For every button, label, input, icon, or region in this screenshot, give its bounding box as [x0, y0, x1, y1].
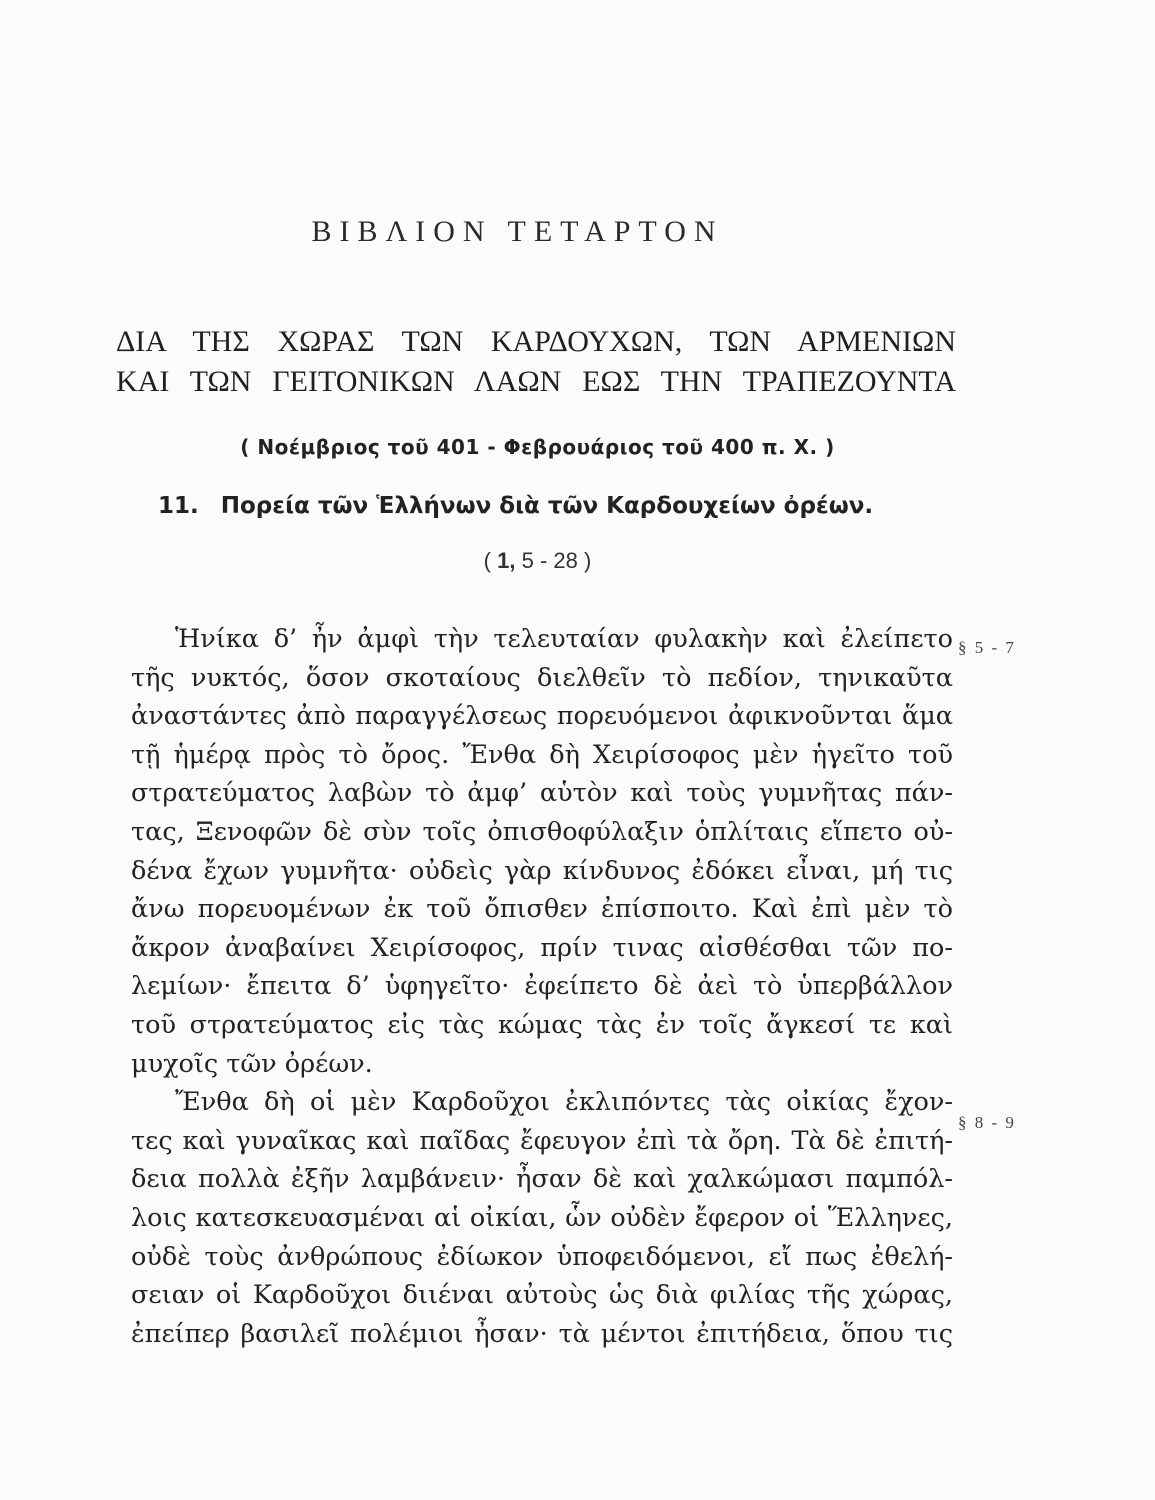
paragraph-1: [131, 620, 953, 1083]
text-line: λοις κατεσκευασμέναι αἱ οἰκίαι, ὧν οὐδὲν ἔφερον οἱ Ἕλληνες,: [131, 1202, 953, 1233]
text-line: δεια πολλὰ ἐξῆν λαμβάνειν· ἦσαν δὲ καὶ χαλκώμασι παμπόλ-: [131, 1164, 953, 1195]
text-line: τῇ ἡμέρᾳ πρὸς τὸ ὄρος. Ἔνθα δὴ Χειρίσοφος μὲν ἡγεῖτο τοῦ: [131, 739, 953, 770]
passage-reference: [0, 548, 1115, 574]
margin-section-note: § 5 - 7: [958, 638, 1016, 657]
text-line: Ἡνίκα δ’ ἦν ἀμφὶ τὴν τελευταίαν φυλακὴν καὶ ἐλείπετο: [175, 624, 953, 654]
reference-open-paren: (: [483, 548, 491, 573]
chapter-heading-line: ΔΙΑ ΤΗΣ ΧΩΡΑΣ ΤΩΝ ΚΑΡΔΟΥΧΩΝ, ΤΩΝ ΑΡΜΕΝΙΩΝ: [116, 325, 956, 358]
reference-book: 1,: [497, 548, 516, 573]
reference-close-paren: ): [584, 548, 592, 573]
text-line: τες καὶ γυναῖκας καὶ παῖδας ἔφευγον ἐπὶ τὰ ὄρη. Τὰ δὲ ἐπιτή-: [131, 1125, 953, 1156]
text-line: ἐπείπερ βασιλεῖ πολέμιοι ἦσαν· τὰ μέντοι ἐπιτήδεια, ὅπου τις: [131, 1318, 953, 1349]
text-line: ἄνω πορευομένων ἐκ τοῦ ὄπισθεν ἐπίσποιτο. Καὶ ἐπὶ μὲν τὸ: [131, 894, 953, 925]
section-title: [158, 493, 873, 519]
section-number: 11.: [158, 493, 199, 519]
text-line: οὐδὲ τοὺς ἀνθρώπους ἐδίωκον ὑποφειδόμενοι, εἴ πως ἐθελή-: [131, 1241, 953, 1272]
text-line: μυχοῖς τῶν ὀρέων.: [131, 1048, 373, 1079]
text-line: τῆς νυκτός, ὅσον σκοταίους διελθεῖν τὸ πεδίον, τηνικαῦτα: [131, 662, 953, 693]
text-line: δένα ἔχων γυμνῆτα· οὐδεὶς γὰρ κίνδυνος ἐδόκει εἶναι, μή τις: [131, 855, 953, 886]
text-line: σειαν οἱ Καρδοῦχοι διιέναι αὐτοὺς ὡς διὰ φιλίας τῆς χώρας,: [131, 1280, 953, 1311]
margin-section-note: § 8 - 9: [958, 1113, 1016, 1132]
section-title-text: Πορεία τῶν Ἑλλήνων διὰ τῶν Καρδουχείων ὀρέων.: [220, 493, 874, 519]
text-line: λεμίων· ἔπειτα δ’ ὑφηγεῖτο· ἐφείπετο δὲ ἀεὶ τὸ ὑπερβάλλον: [131, 971, 953, 1002]
text-line: ἀναστάντες ἀπὸ παραγγέλσεως πορευόμενοι ἀφικνοῦνται ἅμα: [131, 701, 953, 732]
text-line: ἄκρον ἀναβαίνει Χειρίσοφος, πρίν τινας αἰσθέσθαι τῶν πο-: [131, 932, 953, 963]
text-line: Ἔνθα δὴ οἱ μὲν Καρδοῦχοι ἐκλιπόντες τὰς οἰκίας ἔχον-: [175, 1087, 953, 1118]
date-range: ( Νοέμβριος τοῦ 401 - Φεβρουάριος τοῦ 400 π. Χ. ): [240, 435, 835, 459]
text-line: στρατεύματος λαβὼν τὸ ἀμφ’ αὑτὸν καὶ τοὺς γυμνῆτας πάν-: [131, 778, 953, 809]
body-text: [131, 620, 953, 1353]
chapter-heading: [116, 322, 956, 402]
text-line: τας, Ξενοφῶν δὲ σὺν τοῖς ὀπισθοφύλαξιν ὁπλίταις εἵπετο οὐ-: [131, 816, 953, 847]
chapter-heading-line: ΚΑΙ ΤΩΝ ΓΕΙΤΟΝΙΚΩΝ ΛΑΩΝ ΕΩΣ ΤΗΝ ΤΡΑΠΕΖΟΥΝΤΑ: [116, 365, 956, 398]
paragraph-2: [131, 1083, 953, 1353]
book-title: ΒΙΒΛΙΟΝ ΤΕΤΑΡΤΟΝ: [311, 215, 724, 248]
reference-range: 5 - 28: [521, 548, 578, 573]
text-line: τοῦ στρατεύματος εἰς τὰς κώμας τὰς ἐν τοῖς ἄγκεσί τε καὶ: [131, 1009, 953, 1040]
